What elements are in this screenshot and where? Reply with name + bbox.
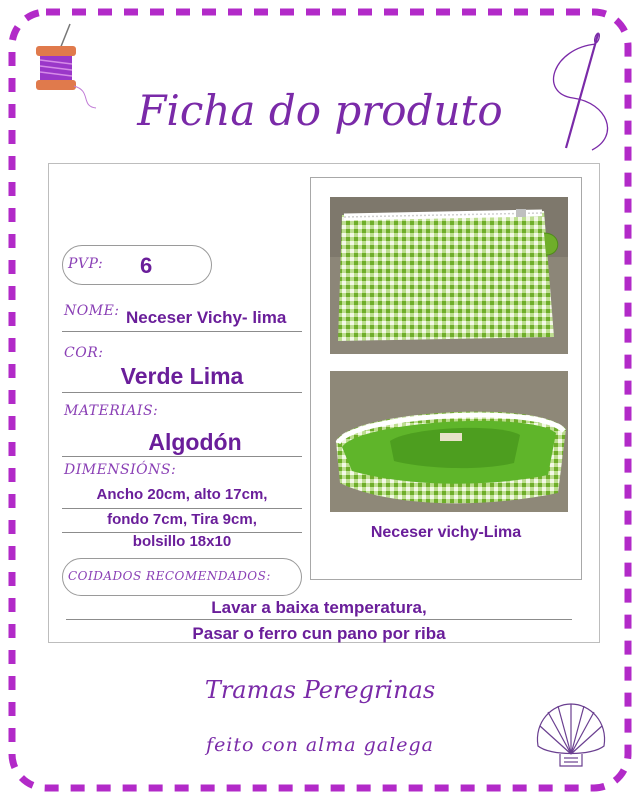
nome-underline [62,331,302,332]
dimensions-line-2: fondo 7cm, Tira 9cm, [107,511,257,528]
care-underline [66,619,572,620]
dimensions-underline-1 [62,508,302,509]
cor-label: COR: [64,345,104,361]
cor-underline [62,392,302,393]
pvp-value: 6 [140,253,153,278]
dimensions-label: DIMENSIÓNS: [64,462,177,478]
product-photo-open [330,371,568,512]
tagline: feito con alma galega [206,734,434,756]
materiais-value: Algodón [148,429,242,455]
care-line-2: Pasar o ferro cun pano por riba [192,624,446,643]
page-title: Ficha do produto [137,86,503,135]
brand-name: Tramas Peregrinas [204,676,436,704]
product-photo-closed [330,197,568,354]
materiais-label: MATERIAIS: [64,403,159,419]
care-label: COIDADOS RECOMENDADOS: [68,569,271,583]
seashell-icon [530,700,612,772]
dimensions-line-3: bolsillo 18x10 [132,533,232,550]
nome-label: NOME: [64,303,120,319]
dimensions-line-1: Ancho 20cm, alto 17cm, [96,486,268,503]
nome-value: Neceser Vichy- lima [126,308,287,327]
pvp-label: PVP: [68,256,104,272]
materiais-underline [62,456,302,457]
photo-caption: Neceser vichy-Lima [370,524,522,541]
cor-value: Verde Lima [120,363,244,389]
care-line-1: Lavar a baixa temperatura, [211,598,427,617]
